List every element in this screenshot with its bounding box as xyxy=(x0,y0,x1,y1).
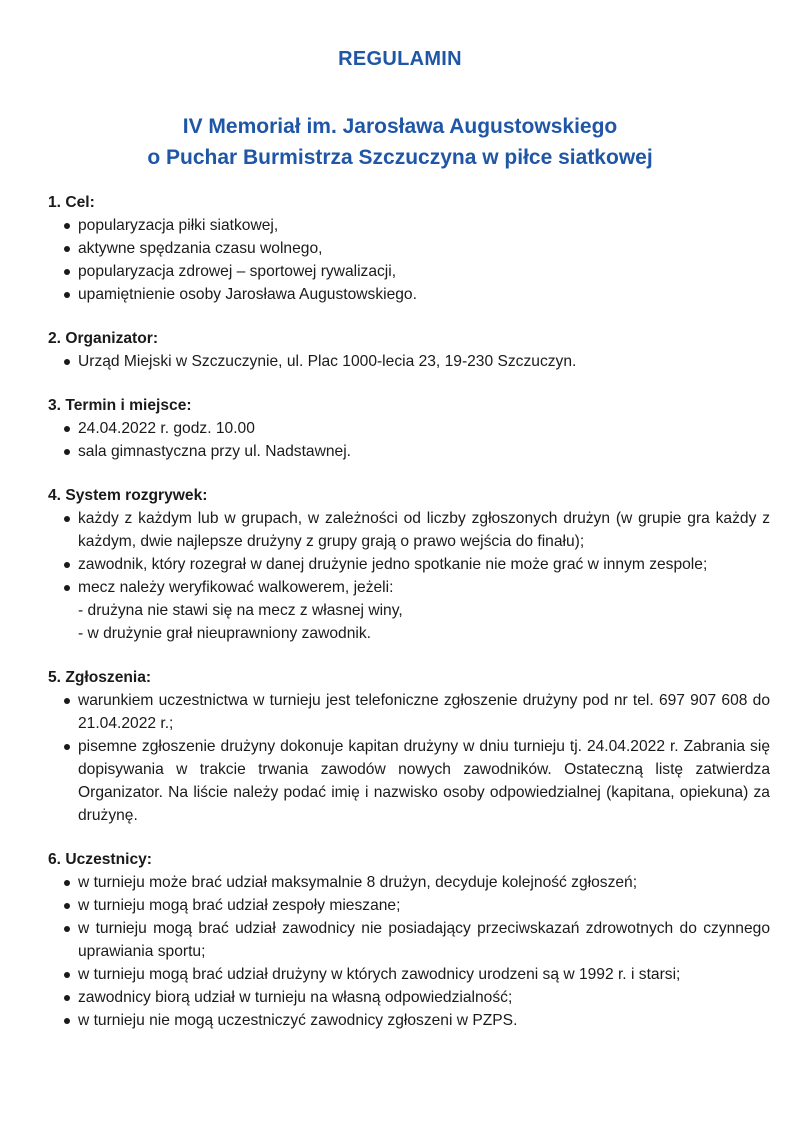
list-item: mecz należy weryfikować walkowerem, jeżeli: xyxy=(48,576,770,599)
document-title: REGULAMIN xyxy=(338,48,462,70)
sub-item: - w drużynie grał nieuprawniony zawodnik. xyxy=(78,625,371,642)
bullet-list xyxy=(48,350,770,373)
bullet-list xyxy=(48,871,770,1032)
section-registration xyxy=(48,666,770,827)
list-item: pisemne zgłoszenie drużyny dokonuje kapitan drużyny w dniu turnieju tj. 24.04.2022 r. Zabrania się dopisywania w trakcie trwania zawodów nowych zawodników. Ostateczną listę zatwierdza Organizator. Na liście należy podać imię i nazwisko osoby odpowiedzialnej (kapitana, opiekuna) za drużynę. xyxy=(48,735,770,827)
subtitle-line-1: IV Memoriał im. Jarosława Augustowskiego xyxy=(182,115,618,138)
list-item: aktywne spędzania czasu wolnego, xyxy=(48,237,770,260)
section-organizer xyxy=(48,327,770,373)
bullet-list xyxy=(48,417,770,463)
section-goal xyxy=(48,191,770,306)
list-item: zawodnicy biorą udział w turnieju na własną odpowiedzialność; xyxy=(48,986,770,1009)
list-item: Urząd Miejski w Szczuczynie, ul. Plac 1000-lecia 23, 19-230 Szczuczyn. xyxy=(48,350,770,373)
section-heading: 3. Termin i miejsce: xyxy=(48,397,192,414)
list-item: w turnieju mogą brać udział drużyny w których zawodnicy urodzeni są w 1992 r. i starsi; xyxy=(48,963,770,986)
section-date-place xyxy=(48,394,770,463)
list-item: popularyzacja zdrowej – sportowej rywalizacji, xyxy=(48,260,770,283)
list-item: sala gimnastyczna przy ul. Nadstawnej. xyxy=(48,440,770,463)
sub-item: - drużyna nie stawi się na mecz z własnej winy, xyxy=(78,602,403,619)
list-item: 24.04.2022 r. godz. 10.00 xyxy=(48,417,770,440)
bullet-list xyxy=(48,214,770,306)
list-item: popularyzacja piłki siatkowej, xyxy=(48,214,770,237)
list-item: w turnieju mogą brać udział zespoły mieszane; xyxy=(48,894,770,917)
list-item: zawodnik, który rozegrał w danej drużynie jedno spotkanie nie może grać w innym zespole; xyxy=(48,553,770,576)
document-body xyxy=(48,191,770,1032)
section-heading: 1. Cel: xyxy=(48,194,95,211)
bullet-list xyxy=(48,507,770,599)
list-item: każdy z każdym lub w grupach, w zależności od liczby zgłoszonych drużyn (w grupie gra każdy z każdym, dwie najlepsze drużyny z grupy grają o prawo wejścia do finału); xyxy=(48,507,770,553)
list-item: w turnieju nie mogą uczestniczyć zawodnicy zgłoszeni w PZPS. xyxy=(48,1009,770,1032)
list-item: warunkiem uczestnictwa w turnieju jest telefoniczne zgłoszenie drużyny pod nr tel. 697 907 608 do 21.04.2022 r.; xyxy=(48,689,770,735)
document-subtitle xyxy=(0,111,800,173)
list-item: w turnieju może brać udział maksymalnie 8 drużyn, decyduje kolejność zgłoszeń; xyxy=(48,871,770,894)
list-item: w turnieju mogą brać udział zawodnicy nie posiadający przeciwskazań zdrowotnych do czynnego uprawiania sportu; xyxy=(48,917,770,963)
subtitle-line-2: o Puchar Burmistrza Szczuczyna w piłce siatkowej xyxy=(147,146,653,169)
bullet-list xyxy=(48,689,770,827)
section-game-system xyxy=(48,484,770,645)
section-heading: 2. Organizator: xyxy=(48,330,159,347)
section-heading: 6. Uczestnicy: xyxy=(48,851,153,868)
section-heading: 5. Zgłoszenia: xyxy=(48,669,152,686)
list-item: upamiętnienie osoby Jarosława Augustowskiego. xyxy=(48,283,770,306)
section-participants xyxy=(48,848,770,1032)
section-heading: 4. System rozgrywek: xyxy=(48,487,208,504)
